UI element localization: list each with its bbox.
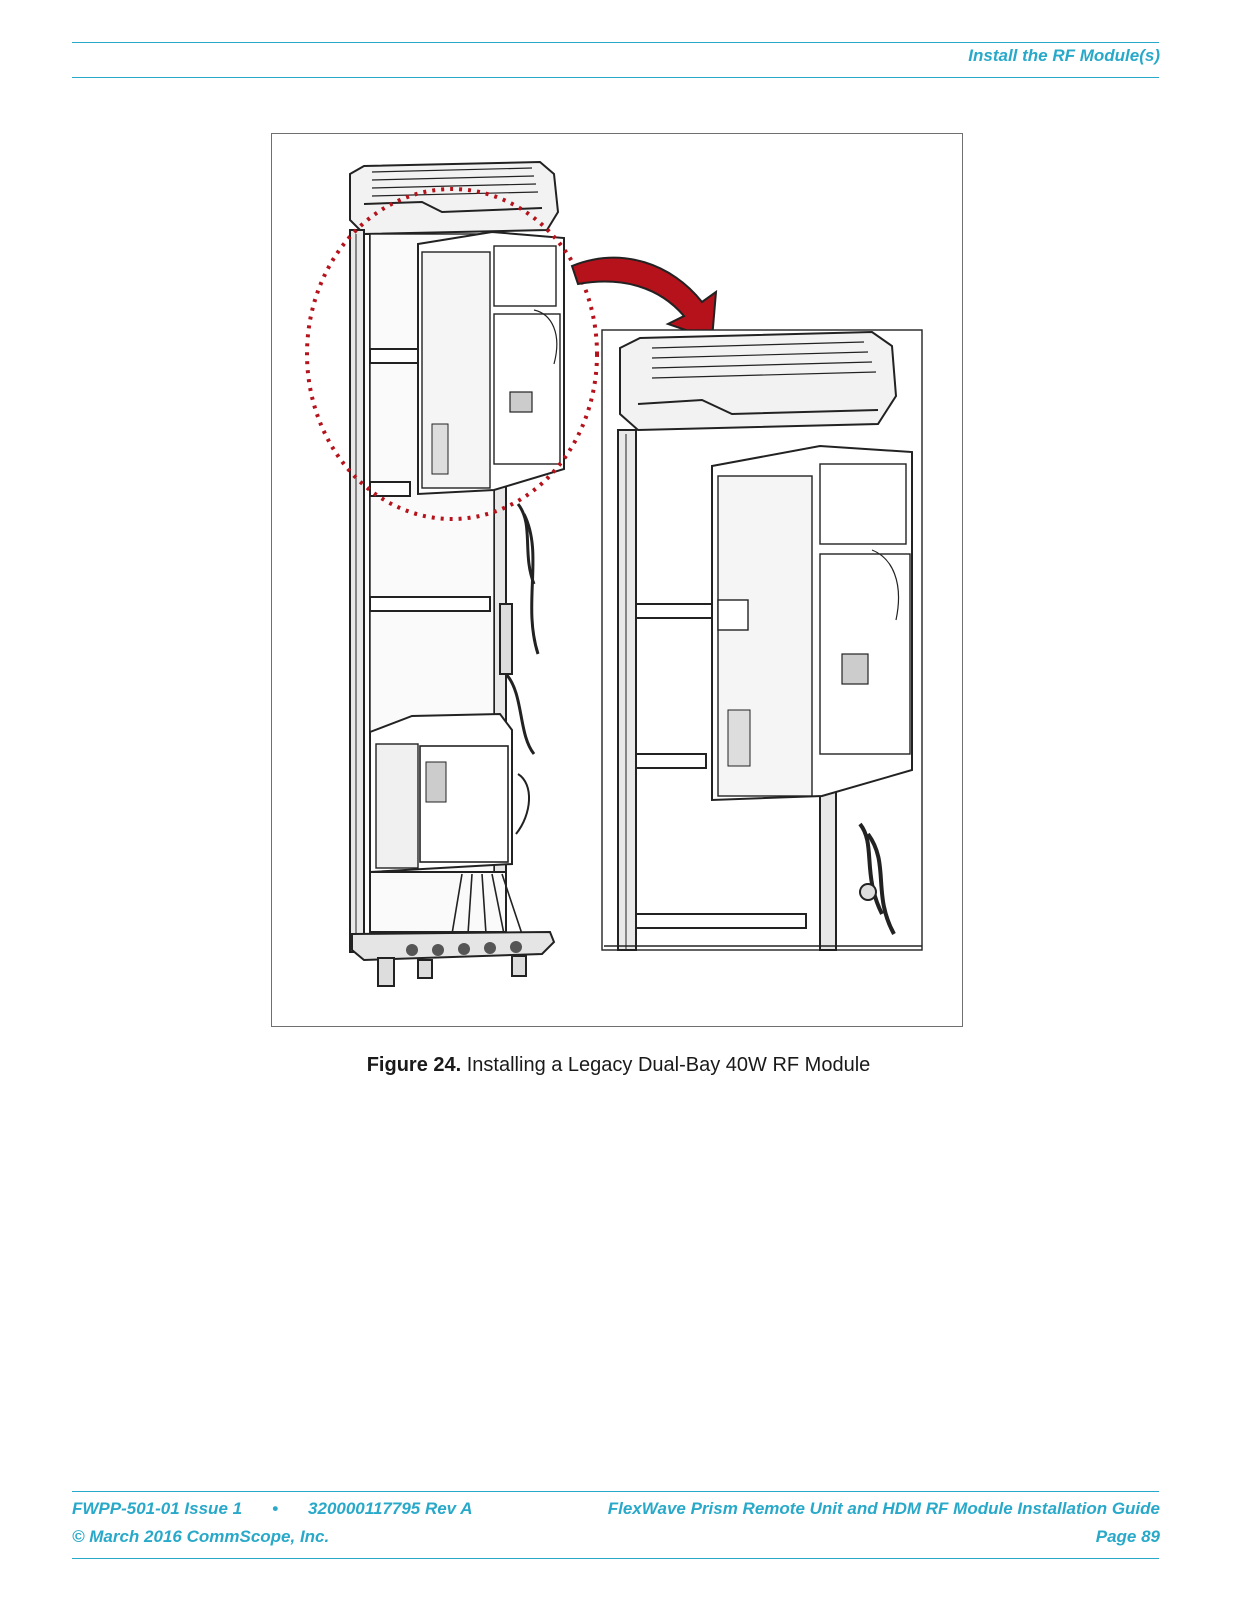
footer-rule-bottom bbox=[72, 1558, 1159, 1559]
footer-rule-top bbox=[72, 1491, 1159, 1492]
left-top-cap bbox=[350, 162, 558, 234]
header-rule-top bbox=[72, 42, 1159, 43]
install-rf-module-drawing bbox=[272, 134, 961, 1025]
footer-guide-title: FlexWave Prism Remote Unit and HDM RF Module Installation Guide bbox=[607, 1499, 1160, 1518]
header-rule-bottom bbox=[72, 77, 1159, 78]
figure-caption bbox=[0, 1054, 1237, 1077]
figure-illustration bbox=[271, 133, 963, 1027]
footer-page-number: Page 89 bbox=[1095, 1527, 1160, 1546]
section-title: Install the RF Module(s) bbox=[968, 46, 1160, 65]
footer-doc-id: FWPP-501-01 Issue 1 bbox=[72, 1499, 243, 1518]
figure-caption-text: Installing a Legacy Dual-Bay 40W RF Module bbox=[466, 1054, 871, 1076]
figure-label: Figure 24. bbox=[366, 1054, 462, 1076]
footer-copyright: © March 2016 CommScope, Inc. bbox=[72, 1527, 330, 1546]
footer-doc-info bbox=[72, 1499, 473, 1519]
footer-separator: • bbox=[272, 1499, 279, 1518]
enlarged-inset bbox=[602, 330, 922, 950]
footer-part-number: 320000117795 Rev A bbox=[308, 1499, 473, 1518]
left-rail-left bbox=[350, 230, 364, 952]
